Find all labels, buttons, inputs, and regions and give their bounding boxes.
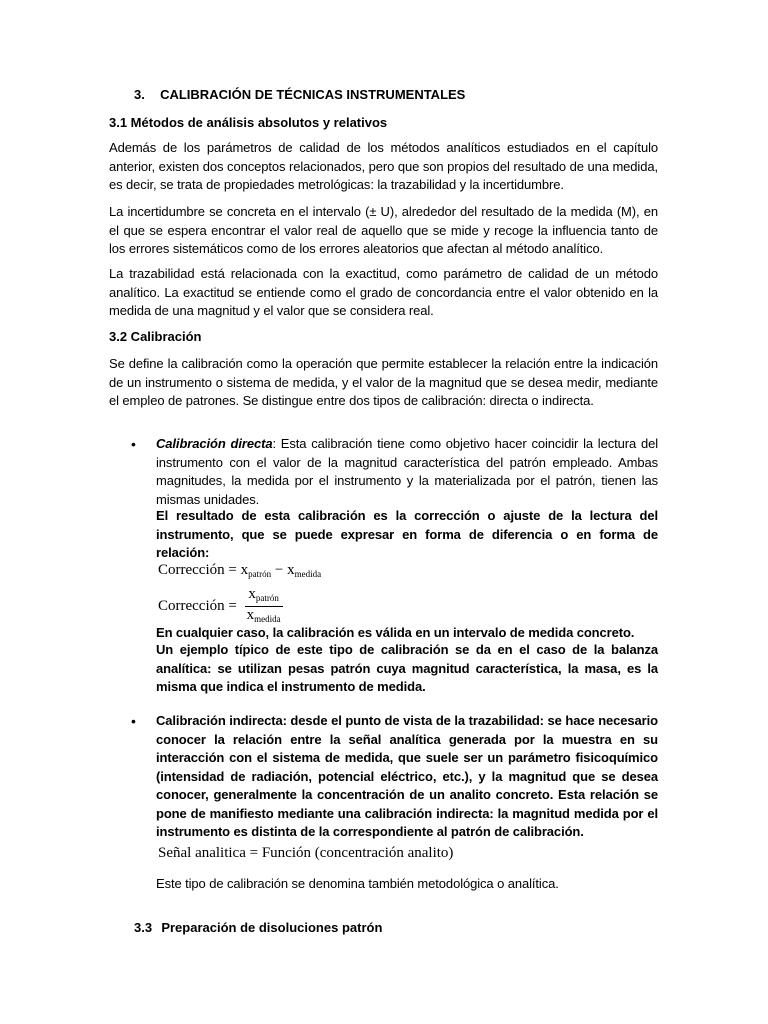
section-3-number: 3. [134,87,145,102]
formula1-x1: x [240,562,249,578]
formula2-lhs: Corrección [158,597,225,614]
paragraph-calibracion-intro: Se define la calibración como la operación que permite establecer la relación entre la indicación de un instrumento o sistema de medida, y el valor de la magnitud que se desea medir, mediante el empleo de patrones. Se distingue entre dos tipos de calibración: directa o indirecta. [109,356,658,408]
paragraph-calibracion-indirecta [156,712,658,842]
term-calibracion-indirecta: Calibración indirecta [156,713,283,728]
formula2-eq: = [228,597,237,614]
section-3-heading [134,86,465,104]
formula1-sub2: medida [294,569,322,579]
formula2-num-x: x [248,586,256,602]
section-3-title: CALIBRACIÓN DE TÉCNICAS INSTRUMENTALES [160,87,466,102]
formula1-minus: − [274,562,284,578]
section-3-1-heading: 3.1 Métodos de análisis absolutos y relativos [109,115,388,130]
formula2-numerator [245,586,283,607]
section-3-3-number: 3.3 [134,920,153,935]
paragraph-incertidumbre: La incertidumbre se concreta en el intervalo (± U), alrededor del resultado de la medida (M), en el que se espera encontrar el valor real de aquello que se mide y recoge la influencia tanto de los errores sistemáticos como de los errores aleatorios que afectan al método analítico. [109,204,658,256]
section-3-3-heading [134,919,382,937]
bullet-directa: • [131,436,136,452]
formula2-den-sub: medida [254,614,281,624]
formula1-eq: = [228,562,237,578]
paragraph-intervalo-valido: En cualquier caso, la calibración es válida en un intervalo de medida concreto. [156,625,635,640]
text-calibracion-indirecta: : desde el punto de vista de la trazabilidad: se hace necesario conocer la relación entre la señal analítica generada por la muestra en su interacción con el sistema de medida, que suele ser un parámetro fisicoquímico (intensidad de radiación, potencial eléctrico, etc.), y la magnitud que se desea conocer, generalmente la concentración de un analito concreto. Esta relación se pone de manifiesto mediante una calibración indirecta: la magnitud medida por el instrumento es distinta de la correspondiente al patrón de calibración. [156,713,658,839]
paragraph-trazabilidad: La trazabilidad está relacionada con la exactitud, como parámetro de calidad de un método analítico. La exactitud se entiende como el grado de concordancia entre el valor obtenido en la medida de una magnitud y el valor que se considera real. [109,266,658,318]
paragraph-resultado-calibracion: El resultado de esta calibración es la corrección o ajuste de la lectura del instrumento, que se puede expresar en forma de diferencia o en forma de relación: [156,508,658,560]
section-3-2-heading: 3.2 Calibración [109,329,202,344]
text-calibracion-directa: : Esta calibración tiene como objetivo hacer coincidir la lectura del instrumento con el valor de la magnitud característica del patrón empleado. Ambas magnitudes, la medida por el instrumento y la materializada por el patrón, tienen las mismas unidades. [156,436,658,507]
formula1-lhs: Corrección [158,562,225,578]
formula-senal-analitica: Señal analitica = Función (concentración analito) [158,845,454,861]
formula2-num-sub: patrón [255,593,279,603]
paragraph-ejemplo-balanza: Un ejemplo típico de este tipo de calibración se da en el caso de la balanza analítica: se utilizan pesas patrón cuya magnitud característica, la masa, es la misma que indica el instrumento de medida. [156,642,658,694]
bullet-indirecta: • [131,713,136,729]
formula2-den-x: x [246,607,255,623]
term-calibracion-directa: Calibración directa [156,436,273,451]
formula1-x2: x [287,562,295,578]
formula-correccion-relacion [158,586,283,627]
paragraph-calibracion-directa [156,435,658,509]
paragraph-metrologia: Además de los parámetros de calidad de los métodos analíticos estudiados en el capítulo anterior, existen dos conceptos relacionados, pero que son propios del resultado de una medida, es decir, se trata de propiedades metrológicas: la trazabilidad y la incertidumbre. [109,140,658,192]
formula2-fraction [245,586,283,627]
section-3-3-title: Preparación de disoluciones patrón [161,920,383,935]
formula-correccion-diferencia [158,561,321,583]
formula1-sub1: patrón [248,569,272,579]
paragraph-metodologica: Este tipo de calibración se denomina también metodológica o analítica. [156,876,559,891]
